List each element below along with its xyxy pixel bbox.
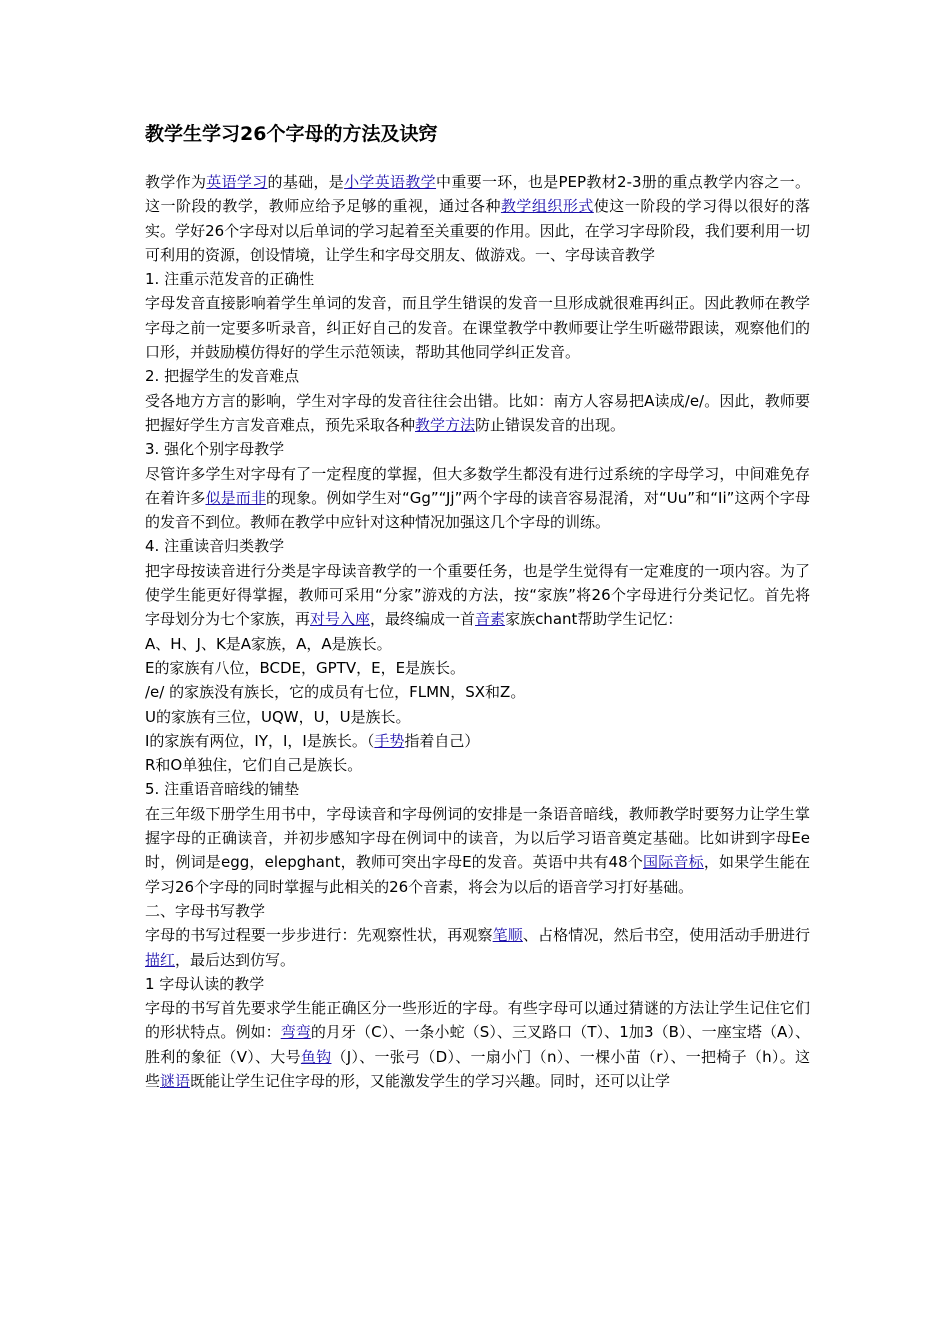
text-span: 1. 注重示范发音的正确性 (145, 270, 315, 289)
inline-link[interactable]: 描红 (145, 950, 176, 969)
paragraph (145, 680, 810, 704)
paragraph (145, 656, 810, 680)
inline-link[interactable]: 谜语 (160, 1071, 191, 1090)
inline-link[interactable]: 笔顺 (492, 926, 523, 945)
text-span: 防止错误发音的出现。 (475, 415, 626, 434)
inline-link[interactable]: 似是而非 (205, 488, 266, 507)
inline-link[interactable]: 弯弯 (280, 1023, 311, 1042)
inline-link[interactable]: 小学英语教学 (344, 173, 436, 191)
text-span: 中重要一环，也是PEP教材2-3册的重点教学内容之一。这一阶段的教学，教师应给予足够的重视，通过各种 (145, 173, 810, 216)
text-span: 尽管许多学生对字母有了一定程度的掌握，但大多数学生都没有进行过系统的字母学习，中间难免存在着许多 (145, 464, 810, 507)
text-span: 字母发音直接影响着学生单词的发音，而且学生错误的发音一旦形成就很难再纠正。因此教师在教学字母之前一定要多听录音，纠正好自己的发音。在课堂教学中教师要让学生听磁带跟读，观察他们的口形，并鼓励模仿得好的学生示范领读，帮助其他同学纠正发音。 (145, 294, 810, 362)
paragraph (145, 559, 810, 632)
paragraph (145, 267, 810, 291)
text-span: A、H、J、K是A家族，A，A是族长。 (145, 634, 392, 653)
text-span: 二、字母书写教学 (145, 901, 266, 920)
text-span: 3. 强化个别字母教学 (145, 440, 285, 459)
text-span: 1 字母认读的教学 (145, 974, 265, 993)
text-span: ，最后达到仿写。 (175, 950, 296, 969)
text-span: U的家族有三位，UQW，U，U是族长。 (145, 707, 411, 726)
paragraph (145, 996, 810, 1093)
text-span: 受各地方方言的影响，学生对字母的发音往往会出错。比如：南方人容易把A读成/e/。因此，教师要把握好学生方言发音难点，预先采取各种 (145, 391, 810, 434)
paragraph (145, 170, 810, 267)
text-span: 的基础，是 (267, 173, 345, 191)
text-span: 家族chant帮助学生记忆： (505, 610, 683, 629)
paragraph (145, 437, 810, 461)
text-span: 的月牙（C）、一条小蛇（S）、三叉路口（T）、1加3（B）、一座宝塔（A）、胜利的象征（V）、大号 (145, 1023, 810, 1066)
inline-link[interactable]: 手势 (374, 731, 405, 750)
text-span: （J）、一张弓（D）、一扇小门（n）、一棵小苗（r）、一把椅子（h）。这些 (145, 1047, 810, 1090)
inline-link[interactable]: 对号入座 (310, 610, 371, 629)
text-span: 4. 注重读音归类教学 (145, 537, 285, 556)
paragraph (145, 364, 810, 388)
paragraph (145, 729, 810, 753)
paragraph (145, 705, 810, 729)
paragraph (145, 632, 810, 656)
text-span: E的家族有八位，BCDE，GPTV，E，E是族长。 (145, 658, 466, 677)
paragraph (145, 923, 810, 972)
text-span: 把字母按读音进行分类是字母读音教学的一个重要任务，也是学生觉得有一定难度的一项内容。为了使学生能更好得掌握，教师可采用“分家”游戏的方法，按“家族”将26个字母进行分类记忆。首先将字母划分为七个家族，再 (145, 561, 810, 629)
text-span: ，最终编成一首 (370, 610, 476, 629)
inline-link[interactable]: 鱼钩 (300, 1047, 332, 1066)
text-span: 字母的书写首先要求学生能正确区分一些形近的字母。有些字母可以通过猜谜的方法让学生记住它们的形状特点。例如： (145, 999, 810, 1042)
inline-link[interactable]: 音素 (475, 610, 506, 629)
document-title: 教学生学习26个字母的方法及诀窍 (145, 123, 438, 145)
text-span: ，如果学生能在学习26个字母的同时掌握与此相关的26个音素，将会为以后的语音学习打好基础。 (145, 853, 810, 896)
inline-link[interactable]: 教学方法 (415, 415, 476, 434)
inline-link[interactable]: 国际音标 (643, 853, 704, 872)
paragraph (145, 972, 810, 996)
paragraph (145, 753, 810, 777)
paragraph (145, 462, 810, 535)
document-page (145, 120, 810, 1093)
text-span: 的现象。例如学生对“Gg”“Jj”两个字母的读音容易混淆，对“Uu”和“Ii”这两个字母的发音不到位。教师在教学中应针对这种情况加强这几个字母的训练。 (145, 488, 810, 532)
text-span: 指着自己） (404, 731, 480, 750)
paragraph (145, 389, 810, 438)
text-span: /e/ 的家族没有族长，它的成员有七位，FLMN，SX和Z。 (145, 683, 526, 702)
text-span: 2. 把握学生的发音难点 (145, 367, 300, 386)
text-span: 在三年级下册学生用书中，字母读音和字母例词的安排是一条语音暗线，教师教学时要努力让学生掌握字母的正确读音，并初步感知字母在例词中的读音，为以后学习语音奠定基础。比如讲到字母Ee时，例词是egg，elepghant，教师可突出字母E的发音。英语中共有48个 (145, 804, 810, 872)
paragraph (145, 802, 810, 899)
text-span: I的家族有两位，IY，I，I是族长。（ (145, 731, 375, 750)
inline-link[interactable]: 教学组织形式 (500, 197, 594, 216)
inline-link[interactable]: 英语学习 (206, 173, 268, 191)
paragraph (145, 291, 810, 364)
text-span: 使这一阶段的学习得以很好的落实。学好26个字母对以后单词的学习起着至关重要的作用。因此，在学习字母阶段，我们要利用一切可利用的资源，创设情境，让学生和字母交朋友、做游戏。一、字母读音教学 (145, 197, 810, 264)
paragraph (145, 899, 810, 923)
text-span: 字母的书写过程要一步步进行：先观察性状，再观察 (145, 926, 493, 945)
document-body (145, 170, 810, 1093)
text-span: 教学作为 (145, 173, 207, 191)
text-span: 既能让学生记住字母的形，又能激发学生的学习兴趣。同时，还可以让学 (190, 1071, 671, 1090)
paragraph (145, 534, 810, 558)
text-span: 、占格情况，然后书空，使用活动手册进行 (522, 926, 810, 945)
text-span: R和O单独住，它们自己是族长。 (145, 756, 363, 775)
text-span: 5. 注重语音暗线的铺垫 (145, 780, 300, 799)
paragraph (145, 777, 810, 801)
